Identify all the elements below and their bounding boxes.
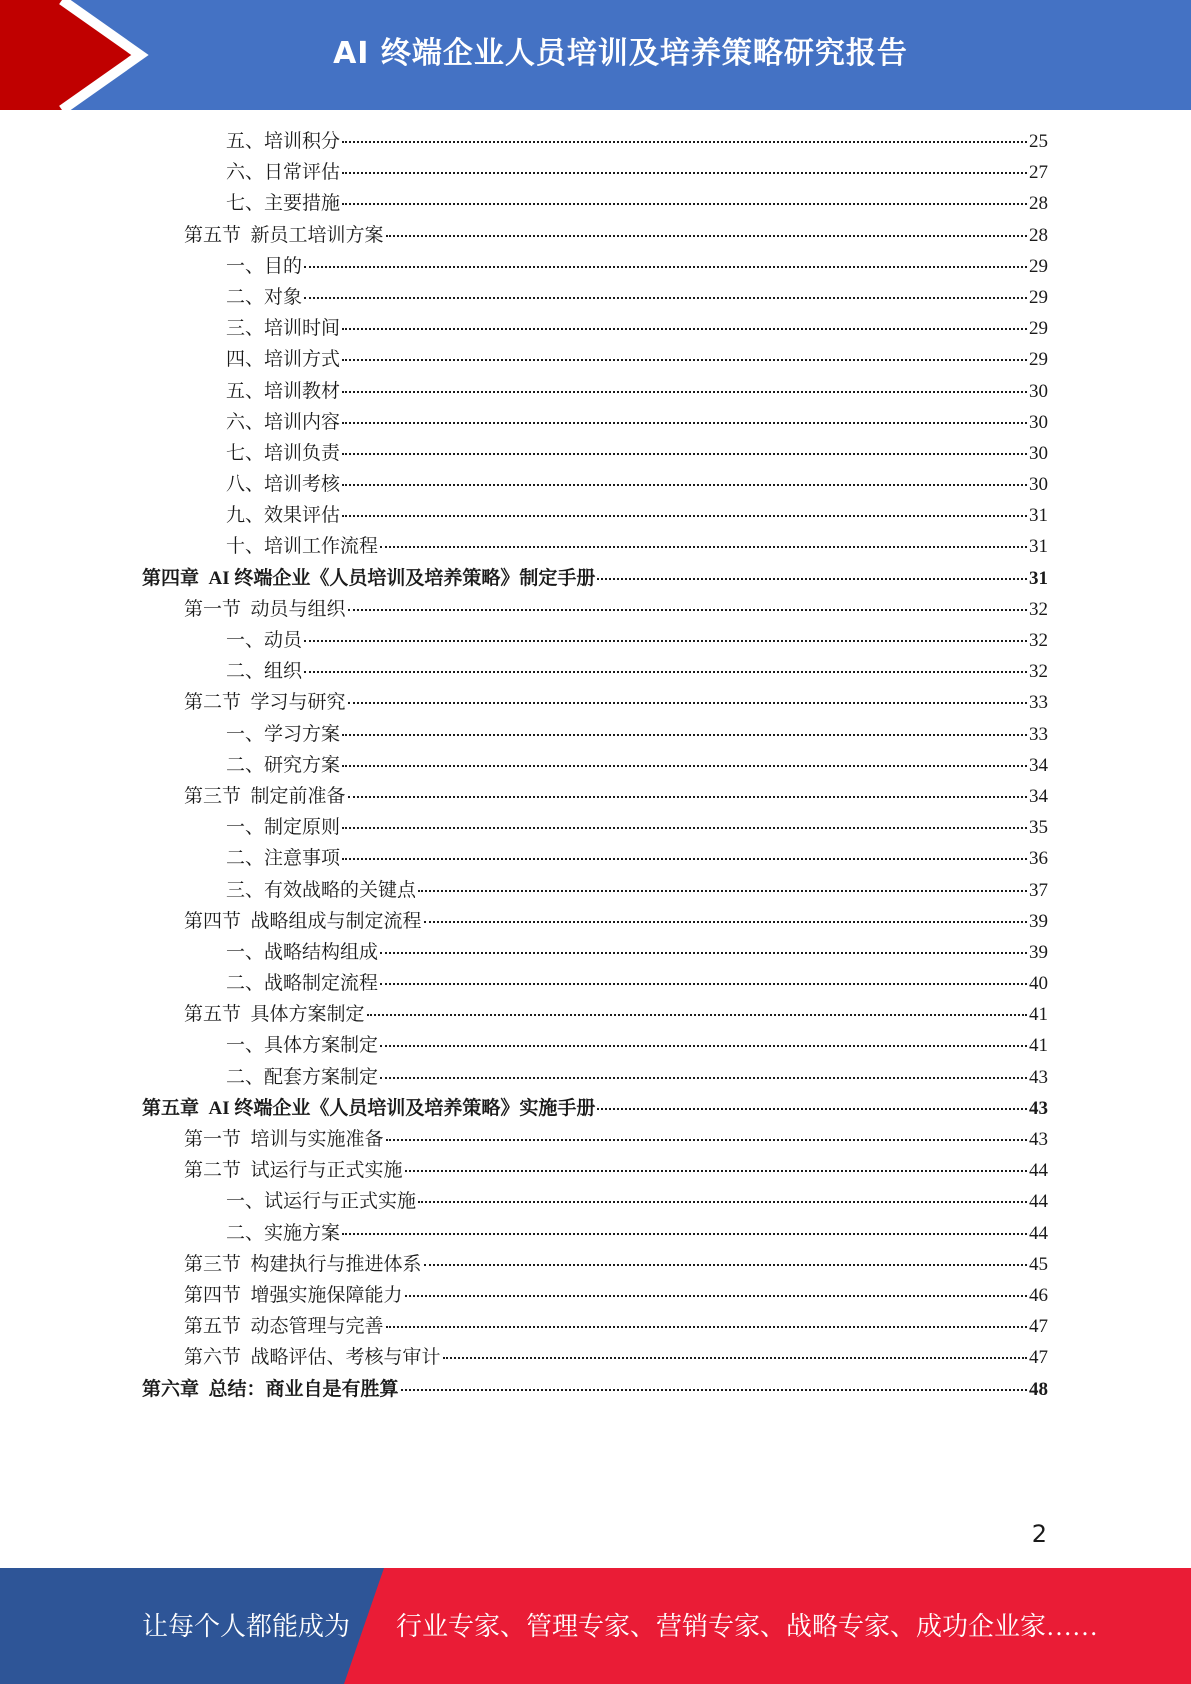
toc-entry-page: 39 xyxy=(1029,910,1048,932)
toc-entry-title: 一、动员 xyxy=(226,630,303,651)
toc-entry-title: 第五节 动态管理与完善 xyxy=(184,1316,384,1338)
toc-entry-title: 第五节 新员工培训方案 xyxy=(184,224,384,246)
toc-entry-page: 36 xyxy=(1029,848,1048,870)
toc-entry-title: 第四节 战略组成与制定流程 xyxy=(184,910,422,932)
toc-entry-title: 五、培训积分 xyxy=(226,131,341,152)
toc-entry-title: 一、制定原则 xyxy=(226,817,341,839)
toc-dot-leader xyxy=(405,1170,1027,1172)
toc-dot-leader xyxy=(342,328,1027,330)
toc-entry-page: 31 xyxy=(1029,536,1048,558)
toc-entry-page: 30 xyxy=(1029,474,1048,496)
toc-entry[interactable] xyxy=(142,1311,1048,1342)
toc-entry-page: 39 xyxy=(1029,941,1048,963)
toc-entry-page: 41 xyxy=(1029,1004,1048,1026)
toc-entry-page: 30 xyxy=(1029,442,1048,464)
toc-entry-page: 30 xyxy=(1029,411,1048,433)
toc-dot-leader xyxy=(405,1295,1027,1297)
toc-entry-page: 34 xyxy=(1029,785,1048,807)
toc-entry-page: 44 xyxy=(1029,1222,1048,1244)
toc-entry[interactable] xyxy=(142,1030,1048,1061)
toc-entry-page: 27 xyxy=(1029,162,1048,184)
toc-entry-title: 二、对象 xyxy=(226,286,303,308)
toc-entry-title: 第三节 制定前准备 xyxy=(184,785,346,807)
toc-entry[interactable] xyxy=(142,376,1048,407)
toc-entry[interactable] xyxy=(142,344,1048,375)
toc-dot-leader xyxy=(342,453,1027,455)
toc-entry[interactable] xyxy=(142,1218,1048,1249)
toc-entry-title: 一、战略结构组成 xyxy=(226,941,379,963)
toc-dot-leader xyxy=(342,422,1027,424)
toc-dot-leader xyxy=(597,1108,1027,1110)
toc-entry[interactable] xyxy=(142,1155,1048,1186)
toc-dot-leader xyxy=(386,1139,1027,1141)
toc-entry-page: 40 xyxy=(1029,973,1048,995)
toc-dot-leader xyxy=(342,172,1027,174)
toc-entry-title: 三、有效战略的关键点 xyxy=(226,879,417,901)
toc-dot-leader xyxy=(380,952,1027,954)
toc-entry-page: 48 xyxy=(1029,1378,1048,1400)
toc-entry-page: 33 xyxy=(1029,692,1048,714)
toc-entry-page: 32 xyxy=(1029,661,1048,683)
toc-dot-leader xyxy=(304,671,1027,673)
toc-entry-title: 二、战略制定流程 xyxy=(226,973,379,995)
toc-entry[interactable] xyxy=(142,313,1048,344)
toc-entry-title: 二、组织 xyxy=(226,661,303,683)
toc-entry[interactable] xyxy=(142,1186,1048,1217)
toc-entry-title: 二、实施方案 xyxy=(226,1222,341,1244)
footer-slogan-left: 让每个人都能成为 xyxy=(142,1612,351,1641)
table-of-contents xyxy=(142,126,1048,1405)
page-footer xyxy=(0,1568,1191,1684)
toc-entry-page: 31 xyxy=(1029,505,1048,527)
toc-entry[interactable] xyxy=(142,843,1048,874)
toc-entry[interactable] xyxy=(142,251,1048,282)
toc-entry-page: 32 xyxy=(1029,598,1048,620)
toc-entry[interactable] xyxy=(142,469,1048,500)
toc-entry-title: 一、学习方案 xyxy=(226,723,341,745)
toc-entry[interactable] xyxy=(142,157,1048,188)
toc-dot-leader xyxy=(348,796,1027,798)
toc-entry[interactable] xyxy=(142,1249,1048,1280)
toc-dot-leader xyxy=(304,297,1027,299)
toc-entry-title: 第六节 战略评估、考核与审计 xyxy=(184,1347,441,1369)
toc-entry[interactable] xyxy=(142,1280,1048,1311)
toc-dot-leader xyxy=(348,702,1027,704)
toc-dot-leader xyxy=(401,1389,1027,1391)
toc-entry-title: 第五节 具体方案制定 xyxy=(184,1004,365,1026)
toc-entry-title: 三、培训时间 xyxy=(226,318,341,340)
toc-entry[interactable] xyxy=(142,282,1048,313)
toc-entry-title: 第一节 培训与实施准备 xyxy=(184,1129,384,1150)
toc-entry-page: 45 xyxy=(1029,1253,1048,1275)
toc-dot-leader xyxy=(342,515,1027,517)
toc-entry-page: 29 xyxy=(1029,318,1048,340)
toc-entry[interactable] xyxy=(142,968,1048,999)
toc-entry-page: 34 xyxy=(1029,754,1048,776)
toc-entry[interactable] xyxy=(142,563,1048,594)
toc-dot-leader xyxy=(443,1357,1027,1359)
toc-entry[interactable] xyxy=(142,1342,1048,1373)
toc-entry-page: 28 xyxy=(1029,193,1048,215)
toc-entry[interactable] xyxy=(142,937,1048,968)
toc-entry-page: 32 xyxy=(1029,630,1048,651)
toc-entry-page: 25 xyxy=(1029,131,1048,152)
toc-dot-leader xyxy=(342,1233,1027,1235)
toc-entry-title: 第二节 试运行与正式实施 xyxy=(184,1160,403,1182)
toc-entry-title: 二、配套方案制定 xyxy=(226,1066,379,1088)
toc-dot-leader xyxy=(386,1326,1027,1328)
toc-dot-leader xyxy=(380,983,1027,985)
toc-entry-page: 44 xyxy=(1029,1191,1048,1213)
toc-entry-title: 七、培训负责 xyxy=(226,442,341,464)
toc-entry[interactable] xyxy=(142,875,1048,906)
toc-dot-leader xyxy=(418,1201,1027,1203)
toc-entry[interactable] xyxy=(142,781,1048,812)
footer-slogan-right: 行业专家、管理专家、营销专家、战略专家、成功企业家…… xyxy=(396,1612,1099,1641)
toc-dot-leader xyxy=(342,391,1027,393)
toc-entry[interactable] xyxy=(142,719,1048,750)
toc-entry-title: 二、研究方案 xyxy=(226,754,341,776)
toc-dot-leader xyxy=(304,640,1027,642)
toc-entry[interactable] xyxy=(142,594,1048,625)
toc-dot-leader xyxy=(418,890,1027,892)
toc-dot-leader xyxy=(367,1014,1027,1016)
toc-entry-title: 五、培训教材 xyxy=(226,380,341,402)
toc-entry-page: 43 xyxy=(1029,1097,1048,1119)
toc-entry[interactable] xyxy=(142,999,1048,1030)
toc-entry-title: 七、主要措施 xyxy=(226,193,341,215)
toc-dot-leader xyxy=(348,609,1027,611)
toc-entry-page: 28 xyxy=(1029,224,1048,246)
toc-entry[interactable] xyxy=(142,126,1048,157)
toc-entry-page: 41 xyxy=(1029,1035,1048,1057)
toc-entry-page: 31 xyxy=(1029,567,1048,589)
toc-entry[interactable] xyxy=(142,1374,1048,1405)
toc-entry-title: 一、具体方案制定 xyxy=(226,1035,379,1057)
toc-dot-leader xyxy=(342,359,1027,361)
toc-entry[interactable] xyxy=(142,407,1048,438)
toc-entry[interactable] xyxy=(142,656,1048,687)
toc-dot-leader xyxy=(380,1045,1027,1047)
toc-entry-page: 30 xyxy=(1029,380,1048,402)
toc-entry-page: 46 xyxy=(1029,1284,1048,1306)
toc-entry-page: 44 xyxy=(1029,1160,1048,1182)
page-header xyxy=(0,0,1191,110)
toc-entry-title: 第四节 增强实施保障能力 xyxy=(184,1284,403,1306)
toc-entry-title: 四、培训方式 xyxy=(226,349,341,371)
toc-dot-leader xyxy=(342,141,1027,143)
toc-entry-title: 二、注意事项 xyxy=(226,848,341,870)
toc-entry-title: 第六章 总结：商业自是有胜算 xyxy=(142,1378,399,1400)
toc-dot-leader xyxy=(342,203,1027,205)
toc-entry[interactable] xyxy=(142,906,1048,937)
toc-entry[interactable] xyxy=(142,812,1048,843)
toc-dot-leader xyxy=(380,1077,1027,1079)
toc-entry-title: 第一节 动员与组织 xyxy=(184,598,346,620)
toc-entry[interactable] xyxy=(142,438,1048,469)
page-number: 2 xyxy=(1031,1520,1047,1548)
toc-dot-leader xyxy=(342,827,1027,829)
toc-entry[interactable] xyxy=(142,750,1048,781)
toc-dot-leader xyxy=(386,235,1027,237)
toc-entry-title: 第三节 构建执行与推进体系 xyxy=(184,1253,422,1275)
toc-entry-page: 29 xyxy=(1029,349,1048,371)
toc-entry-title: 一、试运行与正式实施 xyxy=(226,1191,417,1213)
toc-entry-page: 33 xyxy=(1029,723,1048,745)
toc-entry-page: 47 xyxy=(1029,1316,1048,1338)
toc-entry-title: 六、培训内容 xyxy=(226,411,341,433)
toc-dot-leader xyxy=(342,734,1027,736)
toc-dot-leader xyxy=(597,578,1027,580)
toc-dot-leader xyxy=(304,266,1027,268)
toc-entry[interactable] xyxy=(142,188,1048,219)
toc-entry-page: 37 xyxy=(1029,879,1048,901)
toc-entry-title: 第五章 AI 终端企业《人员培训及培养策略》实施手册 xyxy=(142,1097,596,1119)
toc-entry[interactable] xyxy=(142,1062,1048,1093)
toc-entry-page: 29 xyxy=(1029,255,1048,277)
toc-entry-title: 第四章 AI 终端企业《人员培训及培养策略》制定手册 xyxy=(142,567,596,589)
toc-dot-leader xyxy=(342,858,1027,860)
toc-entry[interactable] xyxy=(142,1124,1048,1155)
toc-entry-page: 43 xyxy=(1029,1066,1048,1088)
toc-entry[interactable] xyxy=(142,1093,1048,1124)
toc-entry-title: 第二节 学习与研究 xyxy=(184,692,346,714)
toc-entry-title: 十、培训工作流程 xyxy=(226,536,379,558)
toc-dot-leader xyxy=(380,546,1027,548)
toc-entry-title: 一、目的 xyxy=(226,255,303,277)
toc-entry-title: 六、日常评估 xyxy=(226,162,341,184)
toc-dot-leader xyxy=(424,921,1027,923)
toc-entry[interactable] xyxy=(142,625,1048,656)
header-title: AI 终端企业人员培训及培养策略研究报告 xyxy=(333,36,908,71)
toc-entry-page: 47 xyxy=(1029,1347,1048,1369)
toc-entry[interactable] xyxy=(142,687,1048,718)
toc-entry[interactable] xyxy=(142,531,1048,562)
toc-entry-page: 29 xyxy=(1029,286,1048,308)
toc-dot-leader xyxy=(342,484,1027,486)
toc-entry-page: 35 xyxy=(1029,817,1048,839)
toc-entry[interactable] xyxy=(142,500,1048,531)
toc-dot-leader xyxy=(424,1264,1027,1266)
toc-dot-leader xyxy=(342,765,1027,767)
toc-entry-title: 八、培训考核 xyxy=(226,474,341,496)
toc-entry[interactable] xyxy=(142,220,1048,251)
toc-entry-page: 43 xyxy=(1029,1129,1048,1150)
toc-entry-title: 九、效果评估 xyxy=(226,505,341,527)
